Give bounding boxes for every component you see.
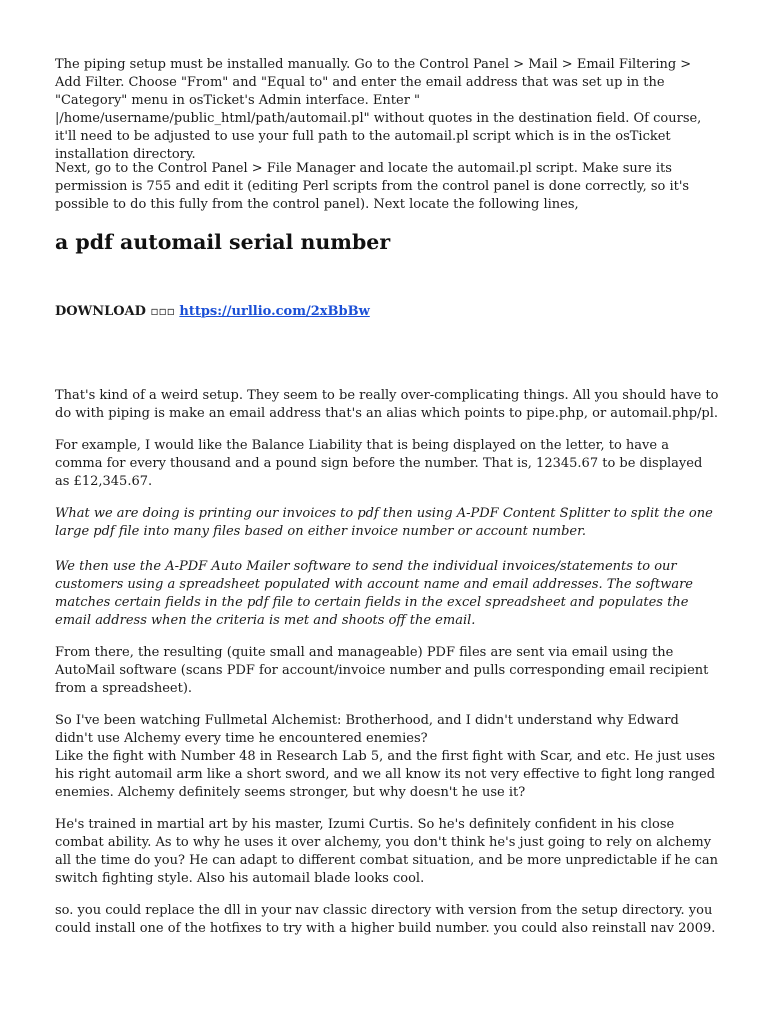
paragraph-text: Next, go to the Control Panel > File Manager and locate the automail.pl script. Make sure its permission is 755 and edit it (editing Perl scripts from the control panel is done correctly, so it's possible to do this fully from the control panel). Next locate the following lines,	[55, 161, 690, 212]
paragraph-text: So I've been watching Fullmetal Alchemist: Brotherhood, and I didn't understand why Edward didn't use Alchemy every time he encountered enemies?	[55, 713, 679, 746]
download-line	[55, 302, 720, 321]
paragraph-text: That's kind of a weird setup. They seem to be really over-complicating things. All you should have to do with piping is make an email address that's an alias which points to pipe.php, or automail.php/pl.	[55, 388, 719, 421]
download-label: DOWNLOAD	[55, 304, 146, 319]
paragraph-file-manager	[55, 160, 720, 214]
paragraph-piping-setup	[55, 56, 720, 163]
paragraph-balance-liability	[55, 437, 720, 491]
paragraph-text: He's trained in martial art by his master, Izumi Curtis. So he's definitely confident in his close combat ability. As to why he uses it over alchemy, you don't think he's just going to rely on alchemy all the time do you? He can adapt to different combat situation, and be more unpredictable if he can switch fighting style. Also his automail blade looks cool.	[55, 817, 719, 886]
paragraph-text: For example, I would like the Balance Liability that is being displayed on the letter, to have a comma for every thousand and a pound sign before the number. That is, 12345.67 to be displayed as £12,345.67.	[55, 438, 703, 489]
paragraph-auto-mailer	[55, 558, 720, 630]
paragraph-text: so. you could replace the dll in your nav classic directory with version from the setup directory. you could install one of the hotfixes to try with a higher build number. you could also reinstall nav 2009.	[55, 903, 716, 936]
paragraph-text: Like the fight with Number 48 in Research Lab 5, and the first fight with Scar, and etc. He just uses his right automail arm like a short sword, and we all know its not very effective to fight long ranged enemies. Alchemy definitely seems stronger, but why doesn't he use it?	[55, 748, 716, 800]
paragraph-fullmetal-question	[55, 712, 720, 802]
paragraph-weird-setup	[55, 387, 720, 423]
paragraph-text: The piping setup must be installed manually. Go to the Control Panel > Mail > Email Filtering > Add Filter. Choose "From" and "Equal to" and enter the email address that was set up in the "Category" menu in osTicket's Admin interface. Enter " |/home/username/public_html/path/automail.pl" without quotes in the destination field. Of course, it'll need to be adjusted to use your full path to the automail.pl script which is in the osTicket installation directory.	[55, 57, 702, 162]
paragraph-pdf-splitter	[55, 505, 720, 541]
paragraph-nav-dll	[55, 902, 720, 938]
paragraph-text: From there, the resulting (quite small and manageable) PDF files are sent via email using the AutoMail software (scans PDF for account/invoice number and pulls corresponding email recipient from a spreadsheet).	[55, 645, 709, 696]
paragraph-text: What we are doing is printing our invoices to pdf then using A-PDF Content Splitter to split the one large pdf file into many files based on either invoice number or account number.	[55, 506, 713, 539]
download-link[interactable]: https://urllio.com/2xBbBw	[179, 304, 370, 319]
paragraph-text: We then use the A-PDF Auto Mailer software to send the individual invoices/statements to our customers using a spreadsheet populated with account name and email addresses. The software matches certain fields in the pdf file to certain fields in the excel spreadsheet and populates the email address when the criteria is met and shoots off the email.	[55, 559, 693, 628]
page-heading: a pdf automail serial number	[55, 230, 391, 254]
paragraph-automail-software	[55, 644, 720, 698]
paragraph-martial-art	[55, 816, 720, 888]
download-glyphs: ▫▫▫	[150, 304, 175, 318]
